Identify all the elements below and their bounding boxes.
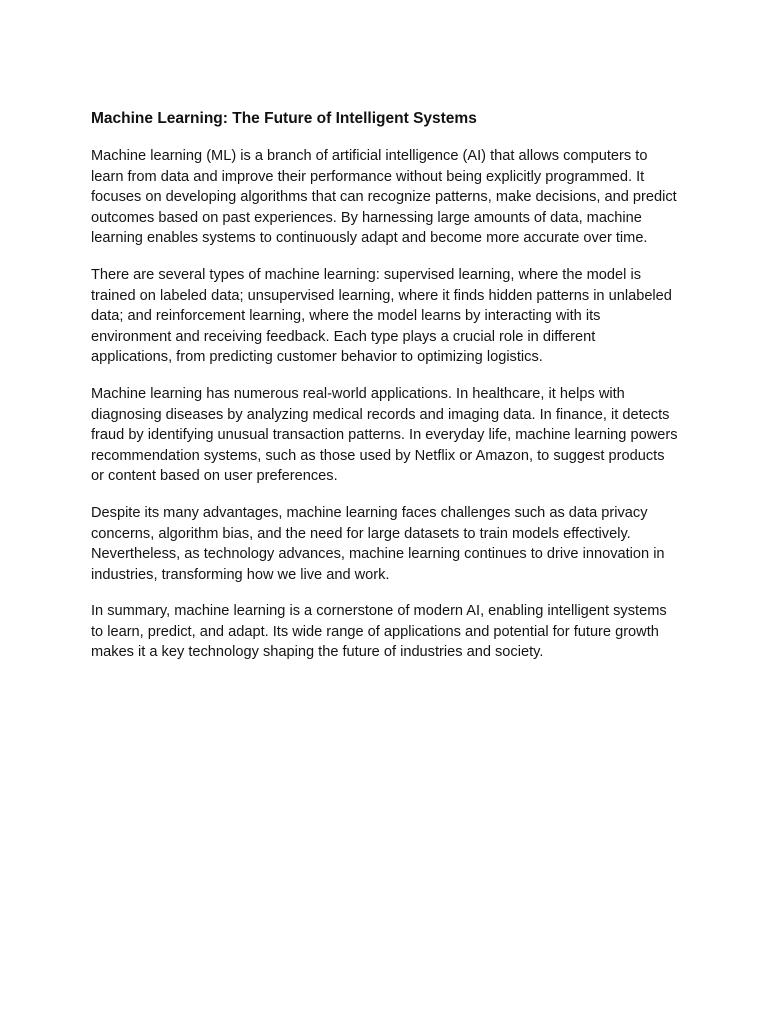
paragraph-intro: Machine learning (ML) is a branch of artificial intelligence (AI) that allows computers to learn from data and improve their performance without being explicitly programmed. It focuses on developing algorithms that can recognize patterns, make decisions, and predict outcomes based on past experiences. By harnessing large amounts of data, machine learning enables systems to continuously adapt and become more accurate over time.	[91, 148, 677, 247]
paragraph-applications: Machine learning has numerous real-world applications. In healthcare, it helps with diagnosing diseases by analyzing medical records and imaging data. In finance, it detects fraud by identifying unusual transaction patterns. In everyday life, machine learning powers recommendation systems, such as those used by Netflix or Amazon, to suggest products or content based on user preferences.	[91, 385, 678, 485]
paragraph-types: There are several types of machine learning: supervised learning, where the model is trained on labeled data; unsupervised learning, where it finds hidden patterns in unlabeled data; and reinforcement learning, where the model learns by interacting with its environment and receiving feedback. Each type plays a crucial role in different applications, from predicting customer behavior to optimizing logistics.	[91, 266, 672, 366]
paragraph-summary: In summary, machine learning is a cornerstone of modern AI, enabling intelligent systems to learn, predict, and adapt. Its wide range of applications and potential for future growth makes it a key technology shaping the future of industries and society.	[91, 603, 667, 661]
document-title: Machine Learning: The Future of Intelligent Systems	[91, 110, 477, 127]
paragraph-challenges: Despite its many advantages, machine learning faces challenges such as data privacy concerns, algorithm bias, and the need for large datasets to train models effectively. Nevertheless, as technology advances, machine learning continues to drive innovation in industries, transforming how we live and work.	[91, 504, 665, 583]
